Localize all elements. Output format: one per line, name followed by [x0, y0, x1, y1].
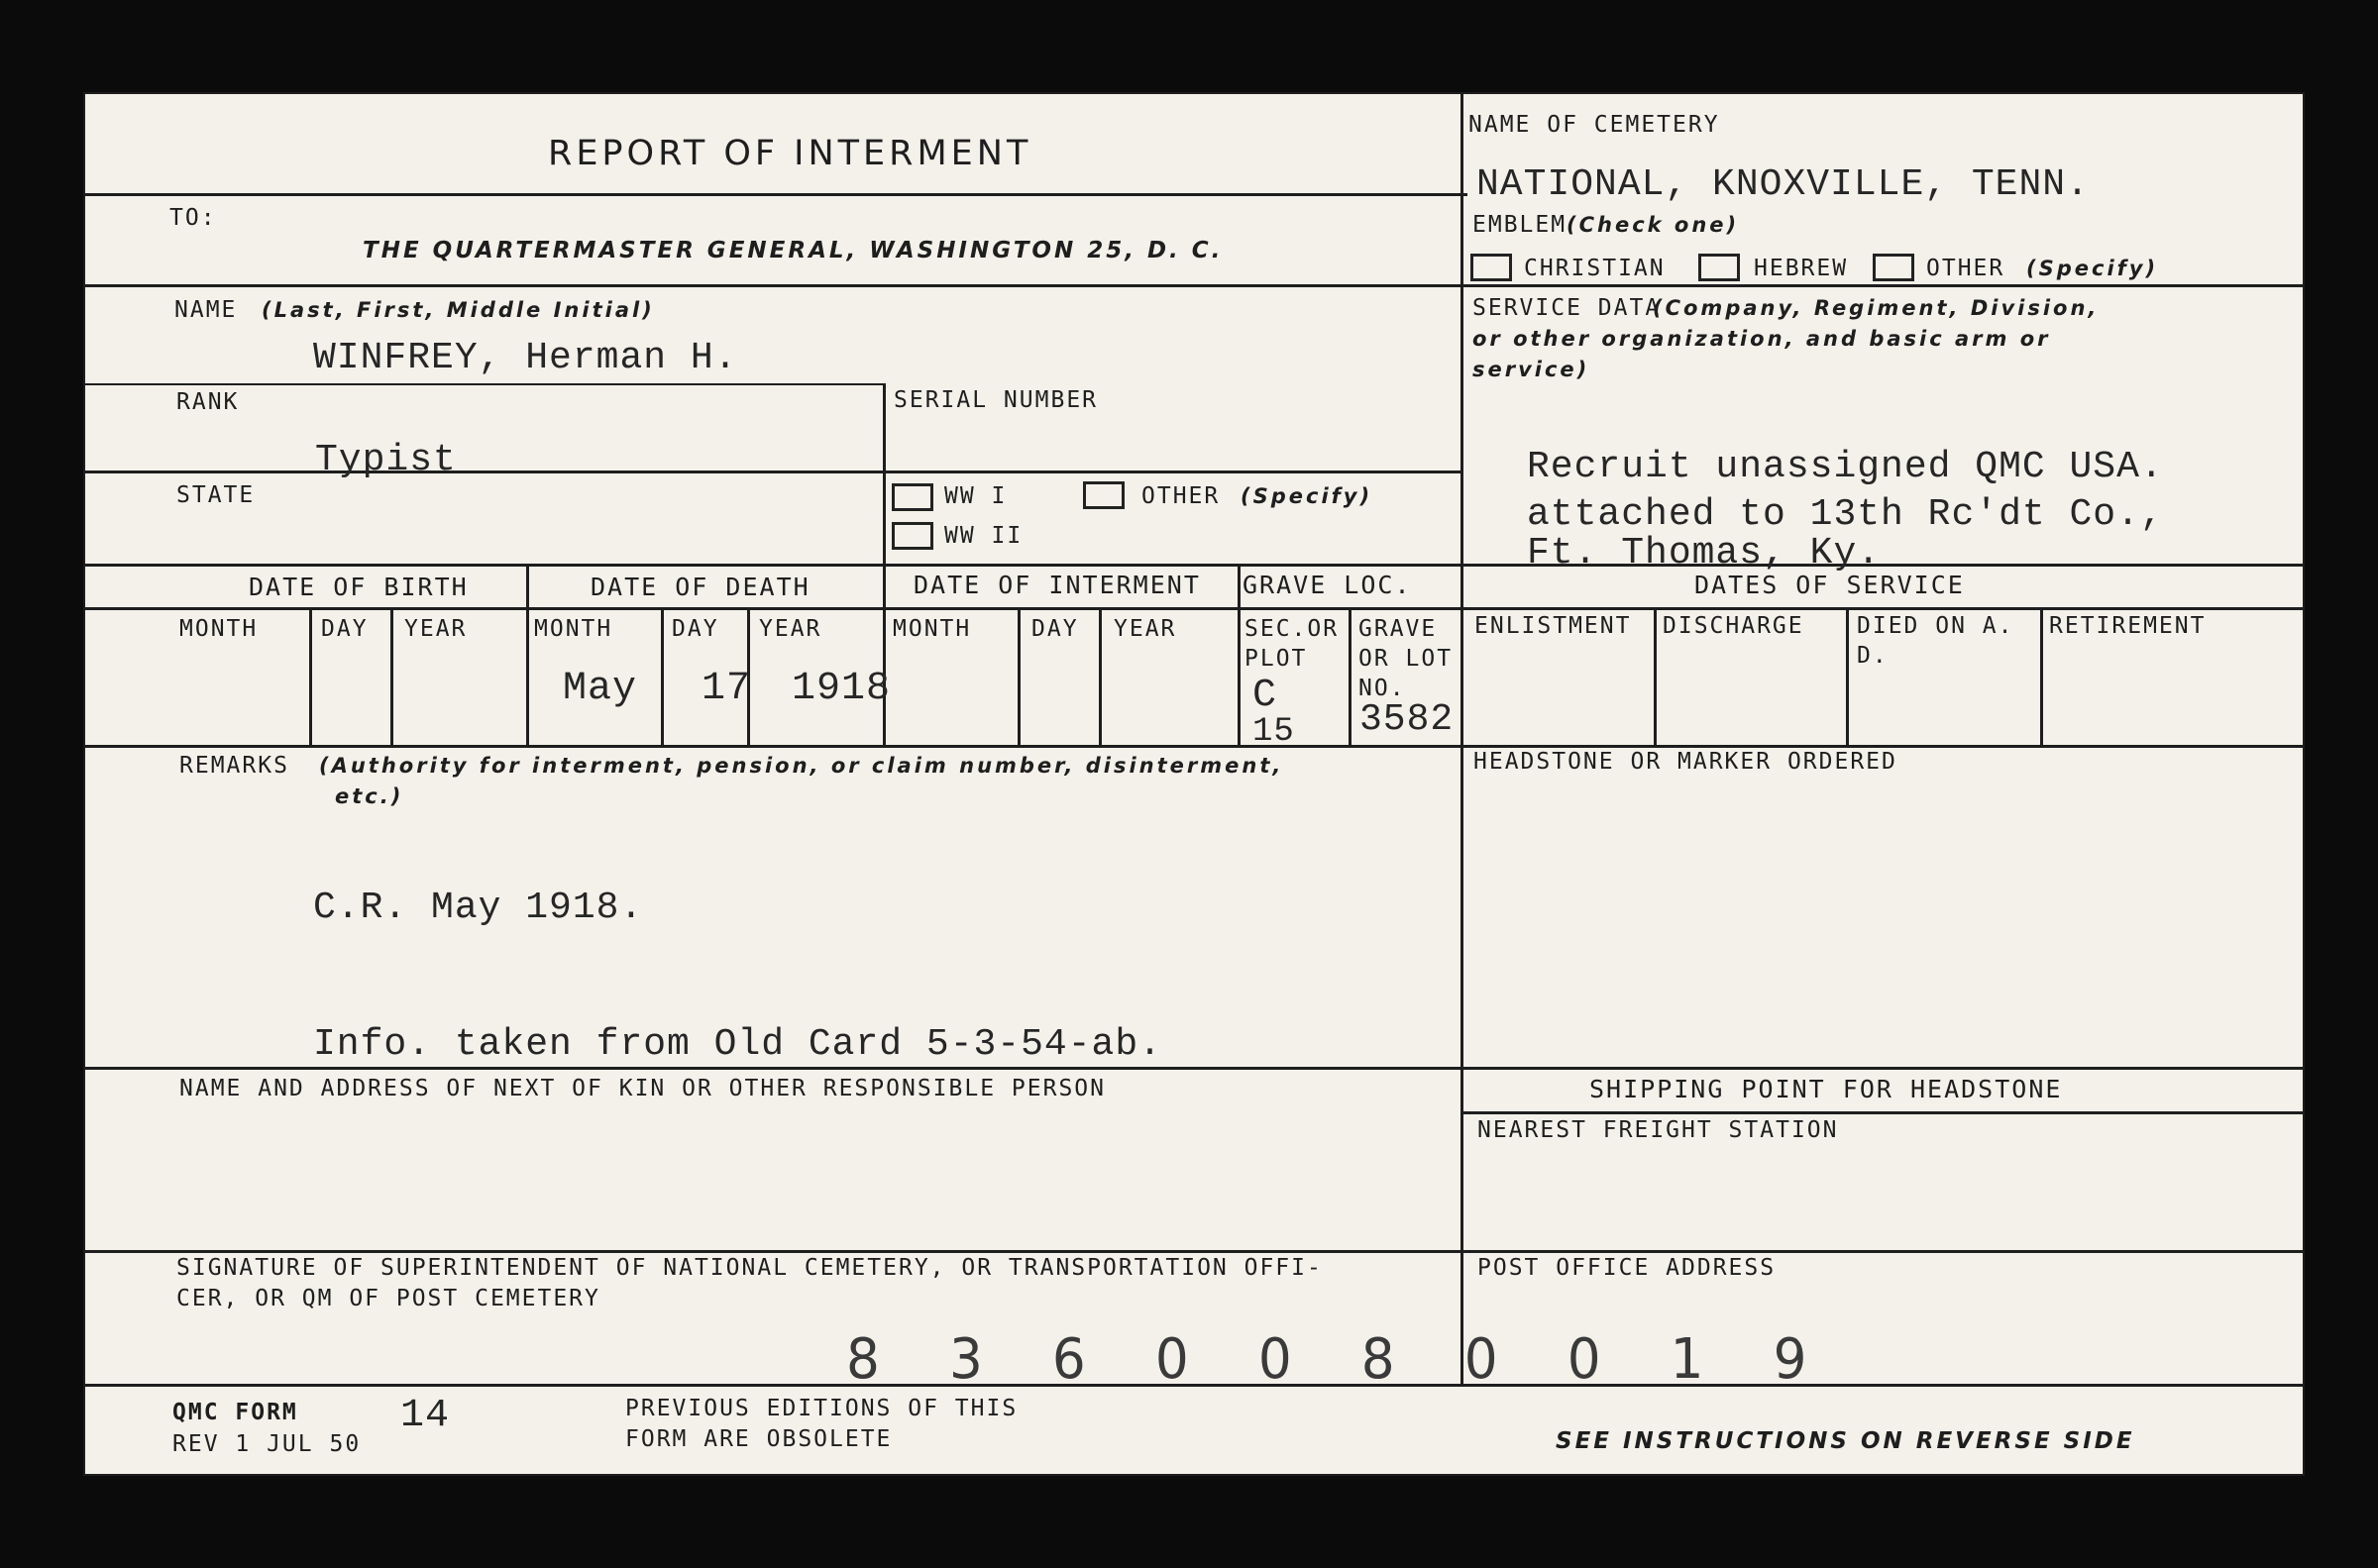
dod-year-label: YEAR	[759, 616, 822, 642]
sec-plot-label-2: PLOT	[1244, 646, 1308, 672]
death-year: 1918	[792, 667, 892, 711]
rule	[1238, 564, 1241, 745]
signature-label-2: CER, OR QM OF POST CEMETERY	[176, 1286, 600, 1311]
grave-lot-label-2: OR LOT	[1358, 646, 1454, 672]
to-value: THE QUARTERMASTER GENERAL, WASHINGTON 25, D. C.	[363, 238, 1224, 263]
ww1-label: WW I	[944, 483, 1008, 509]
emblem-other-label: OTHER	[1926, 256, 2005, 281]
died-label-1: DIED ON A.	[1857, 613, 2014, 639]
christian-checkbox	[1470, 254, 1512, 281]
emblem-other-hint: (Specify)	[2026, 257, 2159, 280]
rev-label: REV 1 JUL 50	[172, 1431, 362, 1457]
other-label: OTHER	[1141, 483, 1221, 509]
other-checkbox	[1083, 481, 1125, 509]
doi-label: DATE OF INTERMENT	[914, 571, 1201, 599]
hebrew-checkbox	[1698, 254, 1740, 281]
rule	[85, 193, 1467, 196]
to-label: TO:	[169, 205, 217, 231]
rule	[85, 1067, 2303, 1070]
instructions-note: SEE INSTRUCTIONS ON REVERSE SIDE	[1556, 1428, 2135, 1454]
rule	[1462, 1111, 2303, 1114]
sec-plot-label-1: SEC.OR	[1244, 616, 1340, 642]
rule	[85, 284, 2303, 287]
ww1-checkbox	[892, 483, 933, 511]
interment-card	[85, 94, 2303, 1474]
name-label: NAME	[174, 297, 238, 323]
rule	[661, 607, 664, 745]
cemetery-label: NAME OF CEMETERY	[1468, 112, 1720, 138]
rule	[85, 607, 2303, 610]
rule	[1654, 607, 1657, 745]
shipping-label: SHIPPING POINT FOR HEADSTONE	[1589, 1075, 2063, 1103]
headstone-label: HEADSTONE OR MARKER ORDERED	[1473, 749, 1897, 775]
dates-of-service-label: DATES OF SERVICE	[1694, 571, 1965, 599]
cemetery-value: NATIONAL, KNOXVILLE, TENN.	[1476, 163, 2090, 206]
dod-month-label: MONTH	[534, 616, 613, 642]
rule	[85, 470, 1462, 473]
previous-editions-1: PREVIOUS EDITIONS OF THIS	[625, 1396, 1019, 1421]
grave-loc-label: GRAVE LOC.	[1243, 571, 1412, 599]
remarks-value-2: Info. taken from Old Card 5-3-54-ab.	[313, 1023, 1162, 1066]
state-label: STATE	[176, 482, 256, 508]
rule	[526, 564, 529, 745]
enlistment-label: ENLISTMENT	[1474, 613, 1632, 639]
remarks-hint-2: etc.)	[335, 784, 404, 808]
rule	[309, 607, 312, 745]
rule	[390, 607, 393, 745]
service-line-2: attached to 13th Rc'dt Co.,	[1527, 493, 2164, 536]
remarks-label: REMARKS	[179, 753, 289, 779]
name-value: WINFREY, Herman H.	[313, 337, 738, 379]
death-day: 17	[702, 667, 752, 711]
name-hint: (Last, First, Middle Initial)	[262, 298, 655, 322]
remarks-value-1: C.R. May 1918.	[313, 887, 644, 929]
dob-month-label: MONTH	[179, 616, 259, 642]
discharge-label: DISCHARGE	[1663, 613, 1804, 639]
emblem-label: EMBLEM	[1472, 212, 1567, 238]
dob-label: DATE OF BIRTH	[249, 573, 469, 601]
post-office-label: POST OFFICE ADDRESS	[1477, 1255, 1777, 1281]
service-label: SERVICE DATA	[1472, 295, 1662, 321]
dob-year-label: YEAR	[404, 616, 468, 642]
section-value: C	[1252, 674, 1278, 718]
died-label-2: D.	[1857, 643, 1889, 669]
signature-label-1: SIGNATURE OF SUPERINTENDENT OF NATIONAL CEMETERY, OR TRANSPORTATION OFFI-	[176, 1255, 1323, 1281]
hebrew-label: HEBREW	[1754, 256, 1849, 281]
kin-label: NAME AND ADDRESS OF NEXT OF KIN OR OTHER RESPONSIBLE PERSON	[179, 1076, 1106, 1101]
doi-year-label: YEAR	[1114, 616, 1177, 642]
section-sub-value: 15	[1252, 713, 1295, 743]
rule	[85, 745, 2303, 748]
qmc-form-number: 14	[400, 1394, 451, 1438]
dod-label: DATE OF DEATH	[591, 573, 811, 601]
service-hint-2: or other organization, and basic arm or	[1472, 327, 2051, 351]
rule	[1099, 607, 1102, 745]
other-hint: (Specify)	[1241, 484, 1373, 508]
rule	[1460, 94, 1463, 1387]
stamp-number: 8 3 6 0 0 8 0 0 1 9	[846, 1327, 1834, 1392]
dob-day-label: DAY	[321, 616, 369, 642]
previous-editions-2: FORM ARE OBSOLETE	[625, 1426, 893, 1452]
qmc-form-label: QMC FORM	[172, 1400, 298, 1425]
ww2-checkbox	[892, 522, 933, 550]
grave-number: 3582	[1359, 698, 1455, 741]
service-hint-1: (Company, Regiment, Division,	[1653, 296, 2100, 320]
rank-label: RANK	[176, 389, 240, 415]
emblem-other-checkbox	[1873, 254, 1914, 281]
serial-label: SERIAL NUMBER	[894, 387, 1099, 413]
rank-value: Typist	[315, 439, 457, 481]
ww2-label: WW II	[944, 523, 1024, 549]
rule	[85, 564, 2303, 567]
form-title: REPORT OF INTERMENT	[548, 134, 1032, 173]
rule	[85, 1250, 2303, 1253]
doi-day-label: DAY	[1031, 616, 1079, 642]
service-line-1: Recruit unassigned QMC USA.	[1527, 446, 2164, 488]
christian-label: CHRISTIAN	[1524, 256, 1666, 281]
dod-day-label: DAY	[672, 616, 719, 642]
doi-month-label: MONTH	[893, 616, 972, 642]
grave-lot-label-1: GRAVE	[1358, 616, 1438, 642]
rank-rule	[85, 383, 886, 385]
retirement-label: RETIREMENT	[2049, 613, 2207, 639]
death-month: May	[563, 667, 638, 711]
rule	[1018, 607, 1021, 745]
service-hint-3: service)	[1472, 358, 1590, 381]
service-line-3: Ft. Thomas, Ky.	[1527, 532, 1882, 575]
grave-lot-label-3: NO.	[1358, 676, 1406, 701]
freight-label: NEAREST FREIGHT STATION	[1477, 1117, 1839, 1143]
emblem-hint: (Check one)	[1567, 213, 1740, 237]
rule	[1846, 607, 1849, 745]
rule	[1349, 607, 1351, 745]
remarks-hint-1: (Authority for interment, pension, or claim number, disinterment,	[319, 754, 1284, 778]
rule	[2040, 607, 2043, 745]
